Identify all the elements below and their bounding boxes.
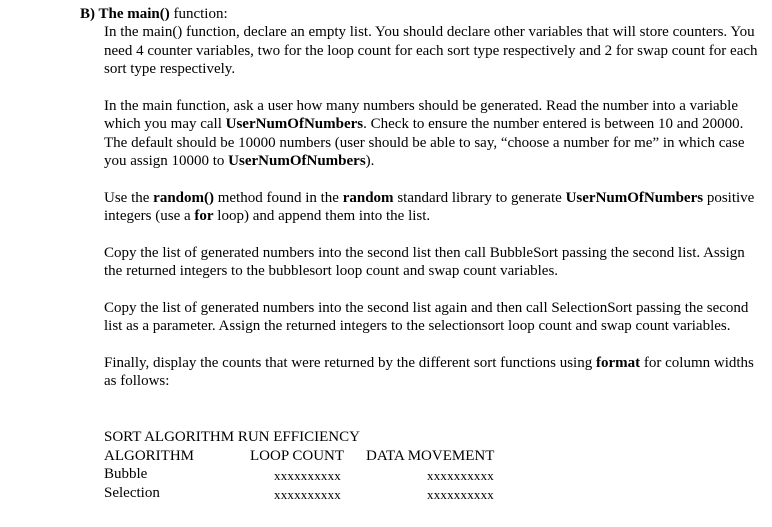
- row-bubble-loop: xxxxxxxxxx: [274, 468, 341, 483]
- table-row: [104, 484, 524, 503]
- heading-prefix: B) The: [80, 6, 128, 22]
- paragraph-random: [104, 189, 764, 226]
- paragraph-bubblesort: Copy the list of generated numbers into the second list then call BubbleSort passing the second list. Assign the returned integers to the bubblesort loop count and swap count variables.: [104, 244, 745, 279]
- paragraph-ask-user: [104, 97, 764, 171]
- paragraph-display: [104, 354, 764, 391]
- p3-random-method: random(): [153, 189, 214, 206]
- table-title-row: [104, 428, 524, 447]
- p3-random-library: random: [342, 189, 394, 206]
- efficiency-table: [104, 428, 524, 502]
- p6-format-keyword: format: [595, 354, 641, 371]
- table-title: SORT ALGORITHM RUN EFFICIENCY: [104, 429, 360, 445]
- paragraph-declare-list: In the main() function, declare an empty list. You should declare other variables that will store counters. You need 4 counter variables, two for the loop count for each sort type respectively and 2 for swap count for each sort type respectively.: [104, 24, 758, 77]
- p2-text-c: . Check to ensure the number entered is between 10 and 20000. The default should be 10000 numbers (user should be able to say, “choose a number for me” in which case you assign 10000 to: [104, 116, 745, 169]
- p3-text-e: standard library to generate: [393, 189, 566, 206]
- p6-text-a: Finally, display the counts that were returned by the different sort functions using: [104, 354, 596, 371]
- header-data-movement: DATA MOVEMENT: [366, 447, 495, 464]
- row-bubble-moves: xxxxxxxxxx: [427, 468, 494, 483]
- table-header-row: [104, 447, 524, 466]
- p3-var-name: UserNumOfNumbers: [565, 189, 704, 206]
- row-selection-name: Selection: [104, 484, 160, 501]
- row-bubble-name: Bubble: [104, 466, 148, 482]
- heading-suffix: function:: [169, 6, 228, 22]
- p3-text-g: positive integers (use a: [104, 189, 755, 224]
- section-body: [104, 23, 764, 391]
- header-loop-count: LOOP COUNT: [250, 447, 345, 464]
- p2-var-name-2: UserNumOfNumbers: [228, 153, 366, 169]
- p6-text-c: for column widths as follows:: [104, 354, 754, 389]
- header-algorithm: ALGORITHM: [104, 447, 194, 464]
- row-selection-loop: xxxxxxxxxx: [274, 486, 341, 502]
- row-selection-moves: xxxxxxxxxx: [427, 486, 494, 502]
- p3-for-keyword: for: [194, 208, 214, 224]
- section-heading: [80, 5, 228, 24]
- p3-text-i: loop) and append them into the list.: [213, 208, 431, 224]
- paragraph-selectionsort: Copy the list of generated numbers into the second list again and then call SelectionSort passing the second list as a parameter. Assign the returned integers to the selectionsort loop count and swap count variables.: [104, 299, 749, 334]
- table-row: [104, 465, 524, 484]
- p2-text-a: In the main function, ask a user how many numbers should be generated. Read the number into a variable which you may call: [104, 97, 738, 132]
- p3-text-c: method found in the: [213, 189, 343, 206]
- heading-function-name: main(): [127, 6, 170, 22]
- p2-var-name-1: UserNumOfNumbers: [225, 116, 364, 132]
- p3-text-a: Use the: [104, 189, 154, 206]
- p2-text-e: ).: [365, 153, 375, 169]
